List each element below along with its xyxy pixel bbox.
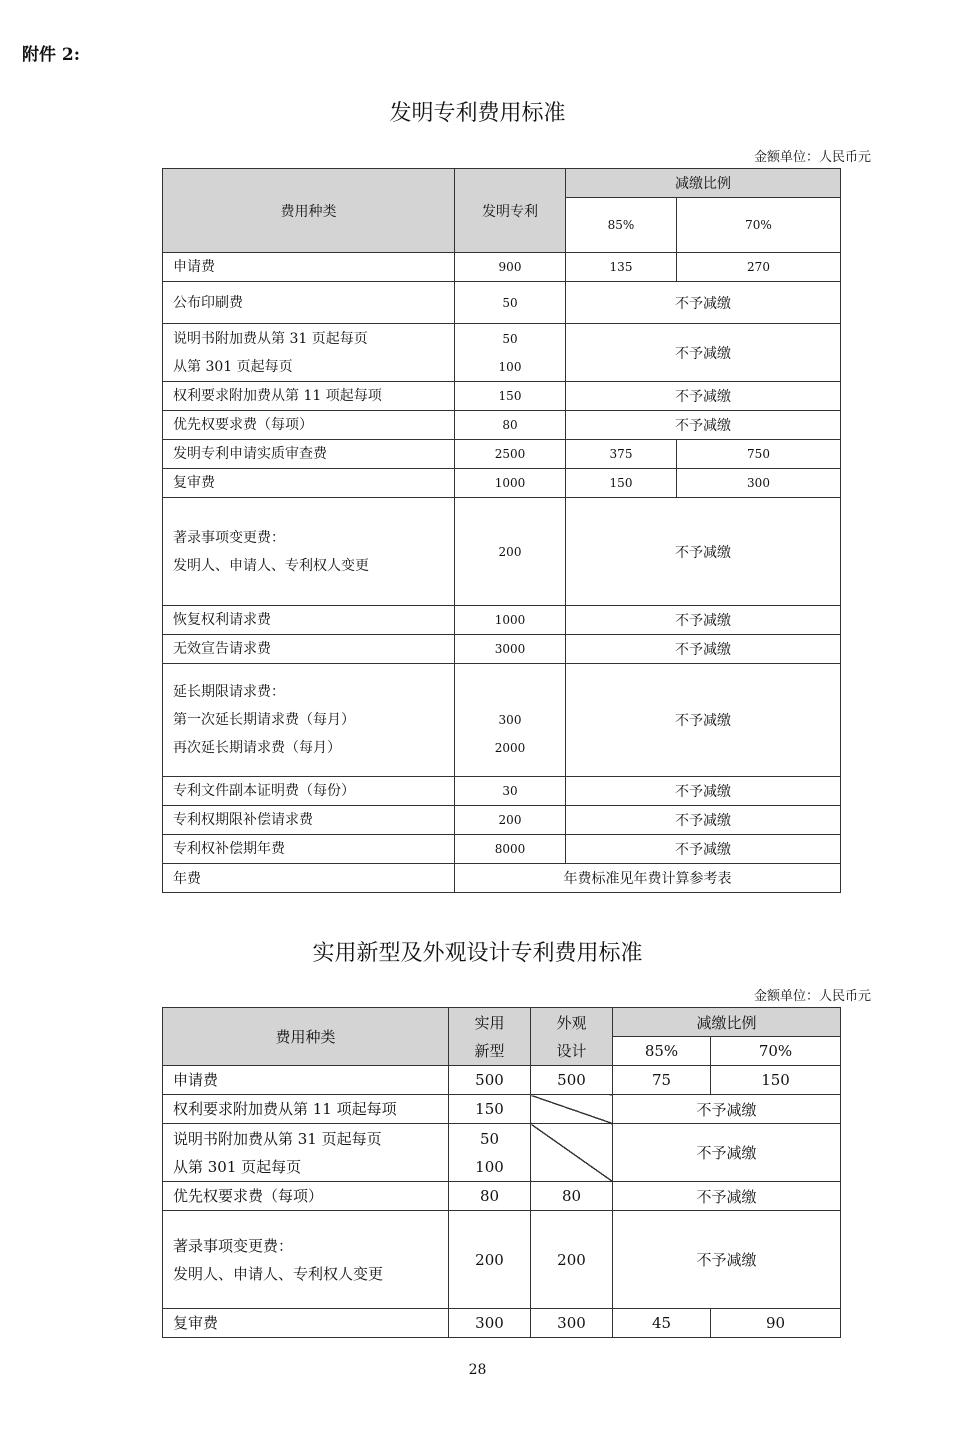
row-name-line: 第一次延长期请求费（每月） — [173, 712, 355, 728]
row-name-line: 著录事项变更费： — [173, 529, 285, 546]
row-name — [163, 835, 455, 864]
table-row — [163, 777, 841, 806]
row-name-line: 延长期限请求费： — [173, 684, 285, 700]
attachment-label: 附件 2: — [22, 45, 81, 65]
row-utility-line: 500 — [475, 1071, 504, 1089]
table-row — [163, 1211, 841, 1309]
row-amount-line: 150 — [498, 389, 522, 403]
row-amount — [455, 835, 566, 864]
row-name — [163, 1211, 449, 1309]
row-amount-line: 50 — [502, 295, 518, 310]
row-name-line: 著录事项变更费： — [173, 1236, 294, 1255]
header-category: 费用种类 — [163, 169, 455, 253]
table-row — [163, 664, 841, 777]
row-reduction-70: 270 — [677, 253, 841, 282]
row-design-line: 300 — [557, 1314, 586, 1332]
row-name — [163, 253, 455, 282]
row-utility-line: 50 — [479, 1129, 500, 1148]
row-amount — [455, 777, 566, 806]
no-reduction-cell: 不予减缴 — [566, 606, 841, 635]
row-name — [163, 806, 455, 835]
no-reduction-cell: 不予减缴 — [613, 1211, 841, 1309]
row-name-line: 说明书附加费从第 31 页起每页 — [173, 330, 368, 347]
no-reduction-cell: 不予减缴 — [566, 664, 841, 777]
utility-design-fee-table — [162, 1007, 841, 1338]
row-name — [163, 324, 455, 382]
row-name-line: 从第 301 页起每页 — [173, 1157, 302, 1176]
table-row — [163, 282, 841, 324]
row-utility-line: 100 — [475, 1157, 504, 1176]
row-reduction-70: 90 — [711, 1309, 841, 1338]
header-rate-70: 70% — [711, 1037, 841, 1066]
header-utility — [449, 1008, 531, 1066]
row-amount-line: 1000 — [494, 613, 526, 627]
row-name-line: 发明人、申请人、专利权人变更 — [173, 557, 369, 574]
row-design-amount — [531, 1182, 613, 1211]
annual-note: 年费标准见年费计算参考表 — [455, 864, 841, 893]
header-utility-line: 新型 — [474, 1041, 505, 1060]
table-row-annual — [163, 864, 841, 893]
row-amount-line: 30 — [502, 784, 518, 798]
row-name — [163, 440, 455, 469]
row-design-line: 200 — [557, 1250, 586, 1269]
invention-fee-table — [162, 168, 841, 893]
row-utility-amount — [449, 1182, 531, 1211]
row-name — [163, 411, 455, 440]
row-design-line: 500 — [557, 1071, 586, 1089]
row-utility-amount — [449, 1124, 531, 1182]
row-design-line: 80 — [561, 1187, 582, 1205]
table-row — [163, 440, 841, 469]
row-reduction-85: 150 — [566, 469, 677, 498]
table-row — [163, 253, 841, 282]
row-reduction-70: 300 — [677, 469, 841, 498]
row-name-line: 优先权要求费（每项） — [173, 417, 313, 433]
row-utility-amount — [449, 1066, 531, 1095]
header-utility-line: 实用 — [474, 1013, 505, 1032]
row-amount-line: 2000 — [494, 741, 526, 755]
row-amount-line: 2500 — [494, 447, 526, 461]
row-name-line: 权利要求附加费从第 11 项起每项 — [173, 388, 382, 404]
header-design-line: 设计 — [556, 1041, 587, 1060]
table-row — [163, 1124, 841, 1182]
row-utility-line: 150 — [475, 1100, 504, 1118]
spacer — [455, 678, 565, 706]
row-name-line: 申请费 — [173, 259, 215, 275]
table1-unit: 金额单位：人民币元 — [753, 150, 871, 165]
table-row — [163, 1066, 841, 1095]
row-name — [163, 1066, 449, 1095]
row-name — [163, 469, 455, 498]
row-name-line: 再次延长期请求费（每月） — [173, 740, 341, 756]
table-row — [163, 806, 841, 835]
no-reduction-cell: 不予减缴 — [613, 1182, 841, 1211]
row-utility-line: 80 — [479, 1187, 500, 1205]
no-reduction-cell: 不予减缴 — [566, 835, 841, 864]
row-reduction-85: 75 — [613, 1066, 711, 1095]
table-row — [163, 1309, 841, 1338]
row-utility-amount — [449, 1309, 531, 1338]
header-design — [531, 1008, 613, 1066]
row-name-line: 专利权补偿期年费 — [173, 841, 285, 857]
row-name — [163, 635, 455, 664]
header-rate-70: 70% — [677, 198, 841, 253]
row-utility-line: 300 — [475, 1314, 504, 1332]
row-name — [163, 1124, 449, 1182]
row-amount-line: 1000 — [494, 476, 526, 490]
no-reduction-cell: 不予减缴 — [566, 777, 841, 806]
row-name-line: 优先权要求费（每项） — [173, 1187, 324, 1205]
row-name-line: 发明人、申请人、专利权人变更 — [173, 1264, 384, 1283]
row-utility-line: 200 — [475, 1250, 504, 1269]
row-design-amount — [531, 1211, 613, 1309]
row-design-amount — [531, 1066, 613, 1095]
row-amount-line: 200 — [498, 813, 522, 827]
header-reduction: 减缴比例 — [566, 169, 841, 198]
row-name-line: 权利要求附加费从第 11 项起每项 — [173, 1100, 397, 1118]
no-reduction-cell: 不予减缴 — [613, 1095, 841, 1124]
row-name-line: 公布印刷费 — [173, 294, 243, 311]
row-amount-line: 50 — [502, 331, 518, 346]
row-amount — [455, 411, 566, 440]
row-amount-line: 80 — [502, 418, 518, 432]
table-row — [163, 635, 841, 664]
row-reduction-70: 750 — [677, 440, 841, 469]
not-applicable-cell — [531, 1124, 613, 1182]
row-amount — [455, 324, 566, 382]
row-name: 年费 — [163, 864, 455, 893]
table-row — [163, 835, 841, 864]
no-reduction-cell: 不予减缴 — [566, 324, 841, 382]
row-name-line: 专利权期限补偿请求费 — [173, 812, 313, 828]
no-reduction-cell: 不予减缴 — [613, 1124, 841, 1182]
row-name — [163, 498, 455, 606]
table-row — [163, 469, 841, 498]
row-name-line: 恢复权利请求费 — [173, 612, 271, 628]
row-name — [163, 382, 455, 411]
header-design-line: 外观 — [556, 1013, 587, 1032]
row-amount-line: 8000 — [494, 842, 526, 856]
table-row — [163, 411, 841, 440]
row-amount-line: 300 — [498, 713, 522, 727]
row-design-amount — [531, 1309, 613, 1338]
row-name — [163, 282, 455, 324]
table1-title: 发明专利费用标准 — [389, 101, 566, 126]
header-invention: 发明专利 — [455, 169, 566, 253]
row-name — [163, 1309, 449, 1338]
table-row — [163, 382, 841, 411]
no-reduction-cell: 不予减缴 — [566, 411, 841, 440]
row-name-line: 专利文件副本证明费（每份） — [173, 783, 355, 799]
header-rate-85: 85% — [566, 198, 677, 253]
row-name-line: 发明专利申请实质审查费 — [173, 446, 327, 462]
row-amount — [455, 606, 566, 635]
row-name-line: 无效宣告请求费 — [173, 641, 271, 657]
row-amount-line: 100 — [498, 359, 522, 374]
no-reduction-cell: 不予减缴 — [566, 806, 841, 835]
row-amount — [455, 498, 566, 606]
row-name — [163, 606, 455, 635]
row-name — [163, 1095, 449, 1124]
row-amount — [455, 469, 566, 498]
header-rate-85: 85% — [613, 1037, 711, 1066]
header-reduction: 减缴比例 — [613, 1008, 841, 1037]
no-reduction-cell: 不予减缴 — [566, 282, 841, 324]
table-row — [163, 324, 841, 382]
row-amount-line: 200 — [498, 544, 522, 559]
row-amount — [455, 664, 566, 777]
row-reduction-85: 375 — [566, 440, 677, 469]
header-category: 费用种类 — [163, 1008, 449, 1066]
row-name — [163, 1182, 449, 1211]
no-reduction-cell: 不予减缴 — [566, 635, 841, 664]
row-name — [163, 664, 455, 777]
row-utility-amount — [449, 1095, 531, 1124]
row-amount — [455, 253, 566, 282]
row-utility-amount — [449, 1211, 531, 1309]
row-amount — [455, 806, 566, 835]
page-number: 28 — [468, 1362, 487, 1378]
row-amount-line: 900 — [498, 260, 522, 274]
not-applicable-cell — [531, 1095, 613, 1124]
no-reduction-cell: 不予减缴 — [566, 382, 841, 411]
table2-title: 实用新型及外观设计专利费用标准 — [312, 941, 643, 966]
row-amount — [455, 282, 566, 324]
table-row — [163, 498, 841, 606]
row-amount — [455, 382, 566, 411]
row-amount — [455, 440, 566, 469]
row-name-line: 申请费 — [173, 1071, 219, 1089]
row-reduction-70: 150 — [711, 1066, 841, 1095]
row-amount — [455, 635, 566, 664]
row-reduction-85: 135 — [566, 253, 677, 282]
table-row — [163, 606, 841, 635]
row-name-line: 从第 301 页起每页 — [173, 358, 293, 375]
row-amount-line: 3000 — [494, 642, 526, 656]
row-reduction-85: 45 — [613, 1309, 711, 1338]
no-reduction-cell: 不予减缴 — [566, 498, 841, 606]
row-name-line: 复审费 — [173, 1314, 219, 1332]
row-name-line: 复审费 — [173, 475, 215, 491]
table-row — [163, 1095, 841, 1124]
table2-unit: 金额单位：人民币元 — [753, 989, 871, 1004]
table-row — [163, 1182, 841, 1211]
row-name-line: 说明书附加费从第 31 页起每页 — [173, 1129, 382, 1148]
row-name — [163, 777, 455, 806]
